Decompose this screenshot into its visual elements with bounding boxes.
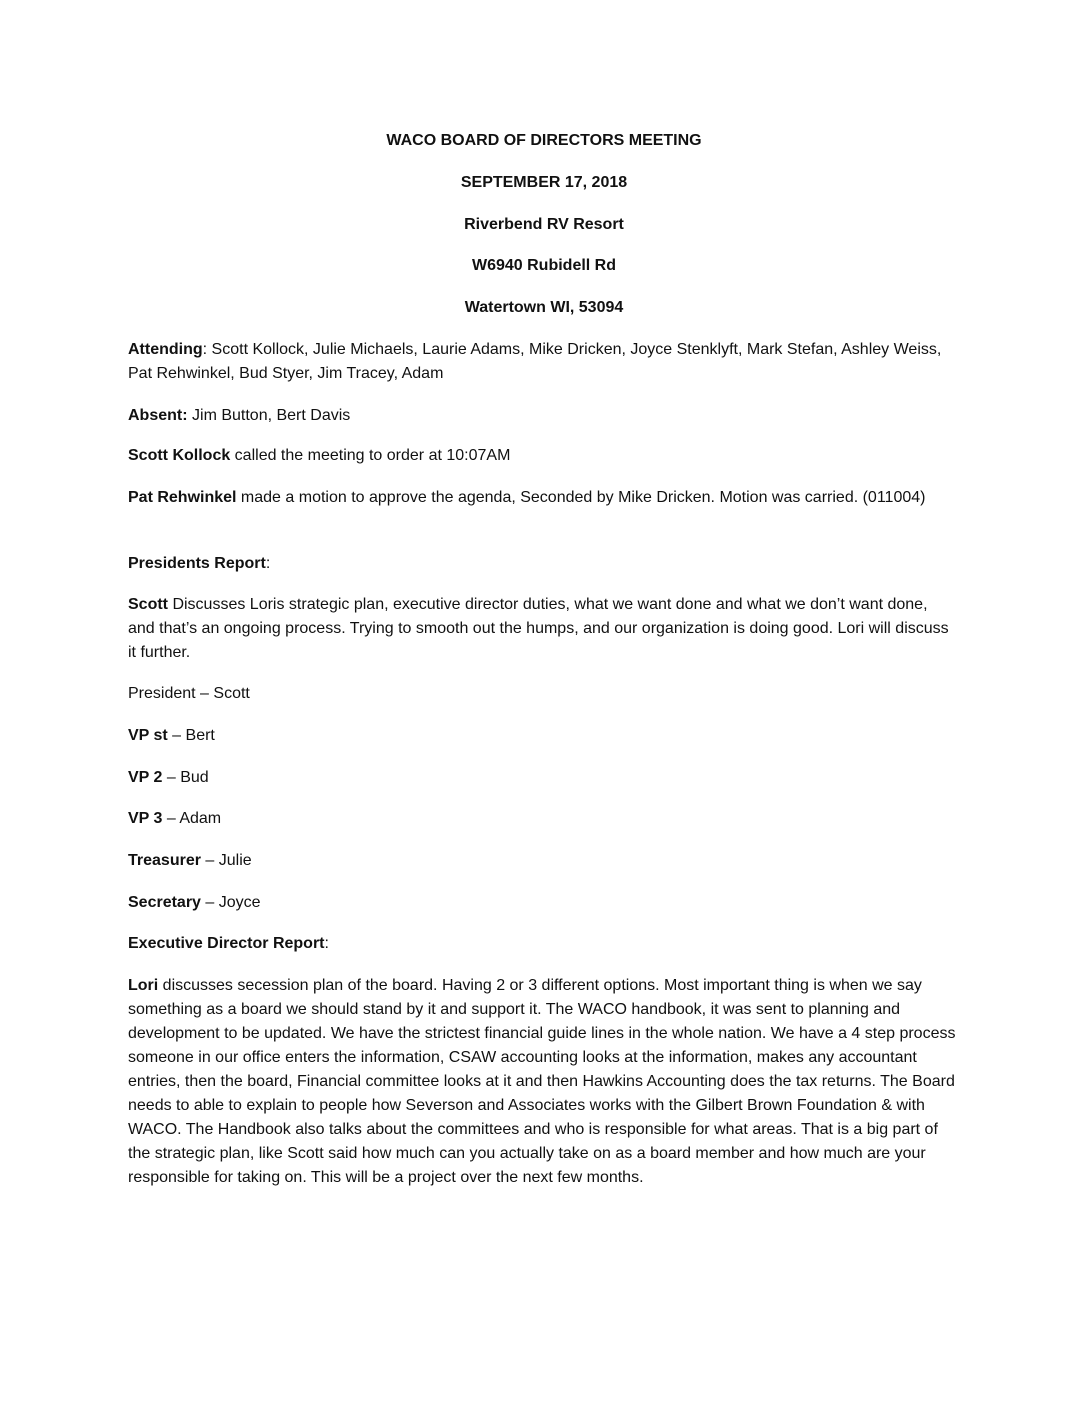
officer-role: Treasurer xyxy=(128,852,201,869)
officer-president xyxy=(128,682,958,706)
officer-role: VP 2 xyxy=(128,769,163,786)
presidents-report-heading xyxy=(128,552,958,576)
officer-treasurer xyxy=(128,849,958,873)
officer-name: Bert xyxy=(185,727,215,744)
officer-role: VP st xyxy=(128,727,168,744)
call-to-order-paragraph xyxy=(128,444,958,468)
attending-label: Attending xyxy=(128,341,203,358)
motion-text: made a motion to approve the agenda, Seconded by Mike Dricken. Motion was carried. (011004) xyxy=(236,489,926,506)
officer-vp-3 xyxy=(128,807,958,831)
officer-name: Joyce xyxy=(218,894,261,911)
officer-vp-2 xyxy=(128,766,958,790)
officer-role: Secretary xyxy=(128,894,201,911)
officer-separator: – xyxy=(195,685,214,702)
call-to-order-text: called the meeting to order at 10:07AM xyxy=(230,447,511,464)
call-to-order-name: Scott Kollock xyxy=(128,447,231,464)
officer-name: Julie xyxy=(218,852,252,869)
absent-label: Absent: xyxy=(128,407,188,424)
venue-street: W6940 Rubidell Rd xyxy=(471,257,617,274)
officer-separator: – xyxy=(162,769,181,786)
agenda-motion-paragraph xyxy=(128,486,958,510)
executive-report-label: Executive Director Report xyxy=(128,935,325,952)
officer-separator: – xyxy=(200,894,219,911)
attending-list: : Scott Kollock, Julie Michaels, Laurie Adams, Mike Dricken, Joyce Stenklyft, Mark Stefan, Ashley Weiss, Pat Rehwinkel, Bud Styer, Jim Tracey, Adam xyxy=(128,341,942,382)
presidents-report-name: Scott xyxy=(128,596,168,613)
meeting-venue: Riverbend RV Resort xyxy=(464,216,624,233)
presidents-report-colon: : xyxy=(265,555,271,572)
officer-separator: – xyxy=(162,810,180,827)
presidents-report-text: Discusses Loris strategic plan, executive director duties, what we want done and what we don’t want done, and that’s an ongoing process. Trying to smooth out the humps, and our organization is doing good. Lori will discuss it further. xyxy=(128,596,949,661)
executive-report-heading xyxy=(128,932,958,956)
executive-report-colon: : xyxy=(324,935,329,952)
officer-secretary xyxy=(128,891,958,915)
attending-paragraph xyxy=(128,338,958,386)
officer-separator: – xyxy=(167,727,186,744)
presidents-report-label: Presidents Report xyxy=(128,555,266,572)
officer-role: VP 3 xyxy=(128,810,163,827)
officer-name: Adam xyxy=(179,810,222,827)
officer-name: Scott xyxy=(213,685,250,702)
absent-paragraph xyxy=(128,404,958,428)
meeting-date: SEPTEMBER 17, 2018 xyxy=(460,174,628,191)
motion-name: Pat Rehwinkel xyxy=(128,489,237,506)
officer-vp-1 xyxy=(128,724,958,748)
officer-separator: – xyxy=(200,852,219,869)
executive-report-paragraph xyxy=(128,974,958,1190)
officer-role: President xyxy=(128,685,196,702)
presidents-report-paragraph xyxy=(128,593,958,665)
venue-city: Watertown WI, 53094 xyxy=(464,299,624,316)
executive-report-text: discusses secession plan of the board. Having 2 or 3 different options. Most important thing is when we say something as a board we should stand by it and support it. The WACO handbook, it was sent to planning and development to be updated. We have the strictest financial guide lines in the whole nation. We have a 4 step process someone in our office enters the information, CSAW accounting looks at the information, makes any accountant entries, then the board, Financial committee looks at it and then Hawkins Accounting does the tax returns. The Board needs to able to explain to people how Severson and Associates works with the Gilbert Brown Foundation & with WACO. The Handbook also talks about the committees and who is responsible for what areas. That is a big part of the strategic plan, like Scott said how much can you actually take on as a board member and how much are your responsible for taking on. This will be a project over the next few months. xyxy=(128,977,956,1186)
executive-report-name: Lori xyxy=(128,977,159,994)
absent-list: Jim Button, Bert Davis xyxy=(187,407,351,424)
officer-name: Bud xyxy=(180,769,209,786)
meeting-title: WACO BOARD OF DIRECTORS MEETING xyxy=(386,132,702,149)
